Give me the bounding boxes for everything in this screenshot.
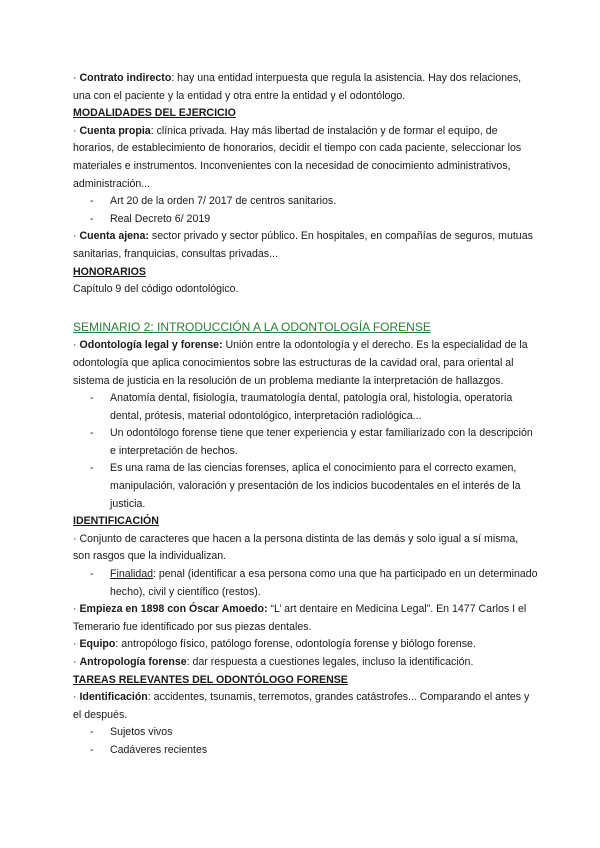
list-finalidad: [73, 566, 538, 601]
heading-tareas: TAREAS RELEVANTES DEL ODONTÓLOGO FORENSE: [73, 673, 348, 686]
heading-honorarios: HONORARIOS: [73, 265, 146, 278]
term-odontologia-legal: Odontología legal y forense:: [79, 339, 223, 352]
paragraph-empieza: · Empieza en 1898 con Óscar Amoedo: “L’ art dentaire en Medicina Legal”. En 1477 Carlos I el Temerario fue identificado por sus piezas dentales.: [73, 603, 527, 633]
list-item: - Sujetos vivos: [73, 724, 538, 742]
paragraph-cuenta-ajena: · Cuenta ajena: sector privado y sector público. En hospitales, en compañías de seguros, mutuas sanitarias, franquicias, consultas privadas...: [73, 230, 533, 260]
paragraph-identificacion: · Identificación: accidentes, tsunamis, terremotos, grandes catástrofes... Comparando el antes y el después.: [73, 691, 530, 721]
term-cuenta-propia: Cuenta propia: [79, 124, 151, 137]
paragraph-odontologia-legal: · Odontología legal y forense: Unión entre la odontología y el derecho. Es la especialidad de la odontología que aplica conocimientos sobre las estructuras de la cavidad oral, para oriental al sistema de justicia en la resolución de un problema mediante la interpretación de hallazgos.: [73, 339, 528, 387]
list-item: - Art 20 de la orden 7/ 2017 de centros sanitarios.: [73, 193, 538, 211]
list-item: - Un odontólogo forense tiene que tener experiencia y estar familiarizado con la descripción e interpretación de hechos.: [73, 425, 538, 460]
seminar-title: SEMINARIO 2: INTRODUCCIÓN A LA ODONTOLOGÍA FORENSE: [73, 319, 431, 334]
paragraph-contrato-indirecto: · Contrato indirecto: hay una entidad interpuesta que regula la asistencia. Hay dos relaciones, una con el paciente y la entidad y otra entre la entidad y el odontólogo.: [73, 72, 522, 102]
list-item: - Real Decreto 6/ 2019: [73, 211, 538, 229]
paragraph-equipo: · Equipo: antropólogo físico, patólogo forense, odontología forense y biólogo forense.: [73, 638, 476, 651]
list-identificacion: [73, 724, 538, 759]
list-item: - Anatomía dental, fisiología, traumatología dental, patología oral, histología, operatoria dental, prótesis, material odontológico, interpretación radiológica...: [73, 390, 538, 425]
heading-modalidades: MODALIDADES DEL EJERCICIO: [73, 107, 236, 120]
list-item: - Es una rama de las ciencias forenses, aplica el conocimiento para el correcto examen, manipulación, valoración y presentación de los indicios bucodentales en el interés de la justicia.: [73, 460, 538, 513]
list-item: - Cadáveres recientes: [73, 742, 538, 760]
term-contrato-indirecto: Contrato indirecto: [79, 72, 172, 84]
term-finalidad: Finalidad: [110, 568, 153, 581]
term-antropologia: Antropología forense: [79, 656, 187, 668]
paragraph-antropologia: · Antropología forense: dar respuesta a cuestiones legales, incluso la identificación.: [73, 656, 474, 668]
paragraph-honorarios: Capítulo 9 del código odontológico.: [73, 283, 239, 296]
paragraph-conjunto: · Conjunto de caracteres que hacen a la persona distinta de las demás y solo igual a sí misma, son rasgos que la individualizan.: [73, 532, 519, 563]
term-empieza: Empieza en 1898 con Óscar Amoedo:: [79, 603, 268, 616]
heading-identificacion: IDENTIFICACIÓN: [73, 515, 159, 528]
term-identificacion: Identificación: [79, 691, 148, 704]
list-cuenta-propia: [73, 193, 538, 228]
list-item: - Finalidad: penal (identificar a esa persona como una que ha participado en un determinado hecho), civil y científico (restos).: [73, 566, 538, 601]
list-odontologia: [73, 390, 538, 513]
paragraph-cuenta-propia: · Cuenta propia: clínica privada. Hay más libertad de instalación y de formar el equipo, de horarios, de establecimiento de honorarios, decidir el tiempo con cada paciente, seleccionar los materiales e instrumentos. Inconvenientes con la necesidad de conocimiento administrativos, administración...: [73, 124, 522, 190]
term-equipo: Equipo: [79, 638, 116, 651]
term-cuenta-ajena: Cuenta ajena:: [79, 230, 149, 243]
